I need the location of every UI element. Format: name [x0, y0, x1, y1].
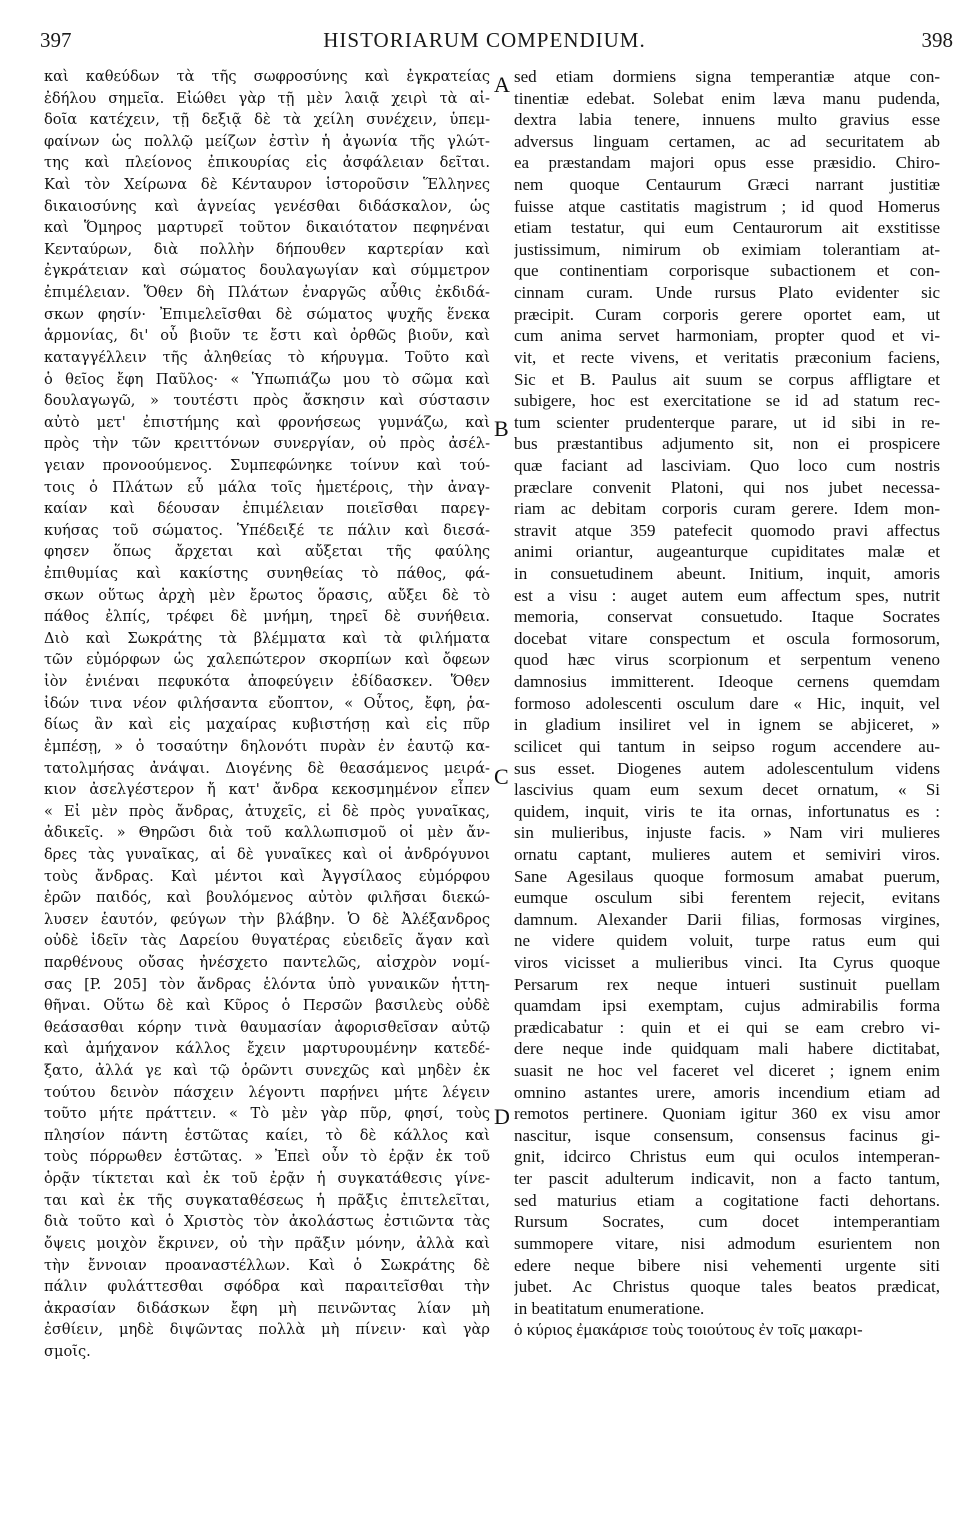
page-number-left: 397	[40, 28, 72, 52]
text-line: docebat vitare conspectum et oscula formosorum,	[514, 628, 940, 648]
text-line: in gladium insiliret vel in ignem se abjiceret, »	[514, 715, 940, 735]
text-line: quidem, inquit, viris te ita ornas, infortunatus es :	[514, 801, 940, 821]
text-line: est a visu : auget autem eum affectum spes, nutrit	[514, 585, 940, 605]
text-line: subigere, hoc est exercitatione se id ad statum rec-	[514, 391, 940, 411]
running-header	[0, 0, 969, 60]
text-line: etiam testatur, qui eum Centaurorum ait exstitisse	[514, 218, 940, 238]
text-line: τατολμήσας ἀνάψαι. Διογένης δὲ θεασάμενος μειρά-	[44, 759, 490, 777]
text-line: πάλιν φυλάττεσθαι σφόδρα καὶ παραιτεῖσθαι τὴν	[44, 1278, 490, 1296]
text-line: ἐγκράτειαν καὶ σώματος δουλαγωγίαν καὶ σύμμετρον	[44, 262, 490, 280]
text-line: quamdam ipsi exemptam, cujus admirabilis forma	[514, 996, 940, 1016]
text-line: dextra labia tenere, innuens multo gravius esse	[514, 110, 940, 130]
text-line: κιον ἀσελγέστερον ἤ κατ' ἄνδρα κεκοσμημένον εἶπεν	[44, 781, 490, 799]
text-line: Persarum rex neque intueri sustinuit puellam	[514, 974, 940, 994]
greek-column	[44, 66, 490, 1363]
text-line: κυήσας τοῦ σώματος. Ὑπέδειξέ τε πάλιν καὶ διεσά-	[44, 521, 490, 539]
text-line: cum anima servet harmoniam, propter quod et vi-	[514, 326, 940, 346]
text-line: θεάσασθαι κόρην τινὰ θαυμασίαν ἀφορισθεῖσαν αὐτῷ	[44, 1018, 490, 1036]
text-line: eumque osculum sibi ferentem rejecit, evitans	[514, 888, 940, 908]
text-line: σκων φησίν· Ἐπιμελεῖσθαι δὲ σώματος ψυχῆς ἕνεκα	[44, 305, 490, 323]
text-line: stravit atque 359 patefecit quomodo pravi affectus	[514, 520, 940, 540]
text-line: πρὸς τὴν τῶν κρειττόνων συνεργίαν, οὐ πρὸς ἀσέλ-	[44, 435, 490, 453]
text-line: φαίνων ὡς πολλῷ μείζων ἐστὶν ἡ ἀγωνία τῆς γλώτ-	[44, 132, 490, 150]
text-line: « Εἰ μὲν πρὸς ἄνδρας, ἀτυχεῖς, εἰ δὲ πρὸς γυναῖκας,	[44, 802, 490, 820]
text-line: riam ac debitam corporis curam gerere. Idem mon-	[514, 499, 940, 519]
latin-column	[514, 66, 940, 1341]
text-line: ἐδήλου σημεῖα. Εἰώθει γὰρ τῇ μὲν λαιᾷ χειρὶ τὰ αἰ-	[44, 89, 490, 107]
text-line: ἐμπέσῃ, » ὁ τοσαύτην δηλονότι πυρὰν ἐν ἑαυτῷ κα-	[44, 737, 490, 755]
text-line: summopere vitare, nisi admodum esurientem non	[514, 1233, 940, 1253]
text-line: καὶ Ὅμηρος μαρτυρεῖ τοῦτον δικαιότατον πεφηνέναι	[44, 219, 490, 237]
text-line: ἐσθίειν, μηδὲ διψῶντας πολλὰ μὴ πίνειν· καὶ γὰρ	[44, 1321, 490, 1339]
text-line: ornatu captant, mulieres autem et semiviri viros.	[514, 844, 940, 864]
text-line: lascivius quam eum sexum decet ornatum, « Si	[514, 780, 940, 800]
text-line: ea præstandam majori opus esse præsidio. Chiro-	[514, 153, 940, 173]
text-line: ne videre quidem voluit, turpe ratus eum qui	[514, 931, 940, 951]
text-line: que continentiam corporisque subactionem et con-	[514, 261, 940, 281]
text-line: scilicet qui tantum in seipso rogum accendere au-	[514, 736, 940, 756]
text-line: διὰ τοῦτο καὶ ὁ Χριστὸς τὸν ἀκολάστως ἐστιῶντα τὰς	[44, 1213, 490, 1231]
text-line: σας [P. 205] τὸν ἄνδρας ἑλόντα ὑπὸ γυναικῶν ἡττη-	[44, 975, 490, 993]
text-line: αὐτὸ μετ' ἐπιστήμης καὶ φρονήσεως γυμνάζω, καὶ	[44, 413, 490, 431]
text-line: præclare convenit Platoni, qui nos jubet necessa-	[514, 477, 940, 497]
text-line: ἀδικεῖς. » Θηρῶσι διὰ τοῦ καλλωπισμοῦ οἱ μὲν ἄν-	[44, 824, 490, 842]
text-line: Διὸ καὶ Σωκράτης τὰ βλέμματα καὶ τὰ φιλήματα	[44, 629, 490, 647]
text-line: prædicabatur : quin et ei qui se eam crebro vi-	[514, 1017, 940, 1037]
text-line: vit, et recte vivens, et veritatis præconium faciens,	[514, 347, 940, 367]
text-line: Rursum Socrates, cum docet intemperantiam	[514, 1212, 940, 1232]
text-line: καταγγέλλειν τῆς ἀληθείας τὸ κήρυγμα. Τοῦτο καὶ	[44, 348, 490, 366]
text-line: Sane Agesilaus quoque formosum amabat puerum,	[514, 866, 940, 886]
text-line: τὴν ἔννοιαν προαναστέλλων. Καὶ ὁ Σωκράτης δὲ	[44, 1256, 490, 1274]
text-line: καὶ ἀμήχανον κάλλος ἔχειν μαρτυρουμένην κατεδέ-	[44, 1040, 490, 1058]
text-line: memoria, conservat consuetudo. Itaque Socrates	[514, 607, 940, 627]
text-line: Καὶ τὸν Χείρωνα δὲ Κένταυρον ἱστοροῦσιν Ἕλληνες	[44, 176, 490, 194]
text-line: πάθος ἐλπίς, τρέφει δὲ μνήμη, τηρεῖ δὲ συνήθεια.	[44, 608, 490, 626]
text-line: γειαν προνοούμενος. Συμπεφώνηκε τοίνυν καὶ τού-	[44, 456, 490, 474]
text-line: ἐπιθυμίας καὶ κακίστης συνηθείας τὸ πάθος, φά-	[44, 565, 490, 583]
text-line: præcipit. Curam corporis gerere oportet eam, ut	[514, 304, 940, 324]
text-line: jubet. Ac Christus quoque tales beatos prædicat,	[514, 1277, 940, 1297]
text-line: adversus linguam certamen, ac ad securitatem ab	[514, 131, 940, 151]
text-line: τοῦτο μήτε πράττειν. « Τὸ μὲν γὰρ πῦρ, φησί, τοὺς	[44, 1105, 490, 1123]
section-marker-a: A	[494, 72, 510, 97]
text-line: ὁρᾷν τίκτεται καὶ ἐκ τοῦ ἐρᾷν ἡ συγκατάθεσις γίνε-	[44, 1170, 490, 1188]
text-line: της καὶ πλείονος ἐπικουρίας εἰς ἀσφάλειαν δεῖται.	[44, 154, 490, 172]
text-line: τοις ὁ Πλάτων εὖ μάλα τοῖς ἡμετέροις, τὴν ἀναγ-	[44, 478, 490, 496]
section-marker-d: D	[494, 1104, 510, 1129]
text-line: bus præstantibus adjumento sit, non ei prospicere	[514, 434, 940, 454]
text-line: animi oriantur, augeanturque cupiditates malæ et	[514, 542, 940, 562]
text-line: σμοῖς.	[44, 1342, 91, 1360]
text-line: sin mulieribus, injuste facis. » Nam viri mulieres	[514, 823, 940, 843]
text-line: in beatitatum enumeratione.	[514, 1298, 705, 1318]
text-line: ὄψεις μοιχὸν ἔκρινεν, οὐ τὴν πρᾶξιν μόνην, ἀλλὰ καὶ	[44, 1234, 490, 1252]
section-marker-c: C	[494, 764, 509, 789]
text-line: τῶν εὐμόρφων ὡς χαλεπώτερον σκορπίων καὶ ὄφεων	[44, 651, 490, 669]
running-title: HISTORIARUM COMPENDIUM.	[323, 28, 646, 52]
text-line: δουλαγωγῶ, » τουτέστι πρὸς ἄσκησιν καὶ σύστασιν	[44, 392, 490, 410]
text-line: dere neque inde quidquam mali habere dictitabat,	[514, 1039, 940, 1059]
text-line: Κενταύρων, διὰ πολλὴν δήπουθεν καρτερίαν καὶ	[44, 240, 490, 258]
text-line: nascitur, isque consensum, consensus facinus gi-	[514, 1125, 940, 1145]
text-line: remotos pertinere. Quoniam igitur 360 ex visu amor	[514, 1104, 940, 1124]
text-line: δικαιοσύνης καὶ ἁγνείας γενέσθαι διδάσκαλον, ὡς	[44, 197, 490, 215]
text-line: tum scienter prudenterque parare, ut id sibi in re-	[514, 412, 940, 432]
text-line: ἐρῶν παιδός, καὶ βουλόμενος αὐτὸν φιλῆσαι διεκώ-	[44, 889, 490, 907]
text-line: edere neque bibere nisi vehementi urgente siti	[514, 1255, 940, 1275]
text-line: cinnam curam. Unde rursus Plato evidenter sic	[514, 283, 940, 303]
text-line: formoso adolescenti osculum dare « Hic, inquit, vel	[514, 693, 940, 713]
text-line: sed etiam dormiens signa temperantiæ atque con-	[514, 67, 940, 86]
text-line: τοὺς ἄνδρας. Καὶ μέντοι καὶ Ἀγγσίλαος εὐμόρφου	[44, 867, 490, 885]
text-line: ὁ κύριος ἐμακάρισε τοὺς τοιούτους ἐν τοῖς μακαρι-	[514, 1320, 863, 1340]
text-line: θῆναι. Οὕτω δὲ καὶ Κῦρος ὁ Περσῶν βασιλεὺς οὐδὲ	[44, 997, 490, 1015]
text-line: ξατο, ἀλλά γε καὶ τῷ ὁρῶντι συνεχῶς καὶ μηδὲν ἐκ	[44, 1062, 490, 1080]
text-line: παρθένους οὔσας ἠνέσχετο παντελῶς, αἰσχρὸν νομί-	[44, 953, 490, 971]
text-line: δρες τὰς γυναῖκας, αἱ δὲ γυναῖκες καὶ οἱ ἀνδρόγυνοι	[44, 845, 490, 863]
text-line: ἰὸν ἐνιέναι πεφυκότα ἀποφεύγειν ἐδίδασκεν. Ὅθεν	[44, 673, 490, 691]
text-line: σκων οὕτως ἀρχὴ μὲν ἔρωτος ὅρασις, αὔξει δὲ τὸ	[44, 586, 490, 604]
text-line: quod hæc virus scorpionum et serpentum veneno	[514, 650, 940, 670]
text-line: φησεν ὅπως ἄρχεται καὶ αὔξεται τῆς φαύλης	[44, 543, 490, 561]
text-line: viros vicisset a mulieribus vinci. Ita Cyrus quoque	[514, 952, 940, 972]
text-line: πλησίον πάντη ἑστῶτας καίει, τὸ δὲ κάλλος καὶ	[44, 1126, 490, 1144]
text-line: damnum. Alexander Darii filias, formosas virgines,	[514, 909, 940, 929]
text-line: καίαν καὶ δέουσαν ἐπιμέλειαν ποιεῖσθαι παρεγ-	[44, 500, 490, 518]
text-line: suasit ne hoc vel faceret vel diceret ; ignem enim	[514, 1061, 940, 1081]
text-line: ἁρμονίας, δι' οὗ βιοῦν τε ἔστι καὶ ὀρθῶς βιοῦν, καὶ	[44, 327, 490, 345]
text-line: ὁ θεῖος ἔφη Παῦλος· « Ὑπωπιάζω μου τὸ σῶμα καὶ	[44, 370, 490, 388]
text-line: ter pascit adulterum indicavit, non a facto tantum,	[514, 1169, 940, 1189]
text-line: τούτου δεινὸν πάσχειν λέγοντι παρῄνει μήτε λέγειν	[44, 1083, 490, 1101]
text-line: τοὺς πόρρωθεν ἑστῶτας. » Ἐπεὶ οὖν τὸ ἐρᾷν ἐκ τοῦ	[44, 1148, 490, 1166]
text-line: ται καὶ ἐκ τῆς συγκαταθέσεως ἡ πρᾶξις ἐπιτελεῖται,	[44, 1191, 490, 1209]
text-line: gnit, idcirco Christus eum qui oculos intemperan-	[514, 1147, 940, 1167]
text-line: sed maturius etiam a cogitatione facti dehortans.	[514, 1190, 940, 1210]
text-line: nem quoque Centaurum Græci narrant justitiæ	[514, 175, 940, 195]
text-line: in consuetudinem abeunt. Initium, inquit, amoris	[514, 564, 940, 584]
text-line: justissimum, nimirum ob eximiam tolerantiam at-	[514, 239, 940, 259]
text-line: δοῖα κατέχειν, τῇ δεξιᾷ δὲ τὰ χείλη συνέχειν, ὑπεμ-	[44, 111, 490, 129]
page-number-right: 398	[921, 28, 953, 52]
text-line: omnino astantes urere, amoris incendium etiam ad	[514, 1082, 940, 1102]
text-line: tinentiæ edebat. Solebat enim læva manu pudenda,	[514, 88, 940, 108]
text-line: οὐδὲ ἰδεῖν τὰς Δαρείου θυγατέρας εὐειδεῖς ἄγαν καὶ	[44, 932, 490, 950]
text-line: fuisse atque castitatis magistrum ; id quod Homerus	[514, 196, 940, 216]
text-line: καὶ καθεύδων τὰ τῆς σωφροσύνης καὶ ἐγκρατείας	[44, 68, 490, 85]
text-line: δίως ἂν καὶ εἰς μαχαίρας κυβιστήσῃ καὶ εἰς πῦρ	[44, 716, 490, 734]
text-line: Sic et B. Paulus ait suum se corpus affligtare et	[514, 369, 940, 389]
text-line: λυσεν ἑαυτόν, φεύγων τὴν βλάβην. Ὁ δὲ Ἀλέξανδρος	[44, 910, 490, 928]
text-line: ἰδών τινα νέον φιλήσαντα εὔοπτον, « Οὗτος, ἔφη, ῥα-	[44, 694, 490, 712]
text-line: quæ faciant ad lasciviam. Quo loco cum nostris	[514, 455, 940, 475]
text-line: damnosius immitterent. Ideoque cernens quemdam	[514, 672, 940, 692]
section-marker-b: B	[494, 416, 509, 441]
text-line: sus esset. Diogenes autem adolescentulum videns	[514, 758, 940, 778]
text-line: ἐπιμέλειαν. Ὅθεν δὴ Πλάτων ἐναργῶς αὖθις ἐκδιδά-	[44, 284, 490, 302]
text-line: ἀκρασίαν διδάσκων ἔφη μὴ πεινῶντας λίαν μὴ	[44, 1299, 490, 1317]
